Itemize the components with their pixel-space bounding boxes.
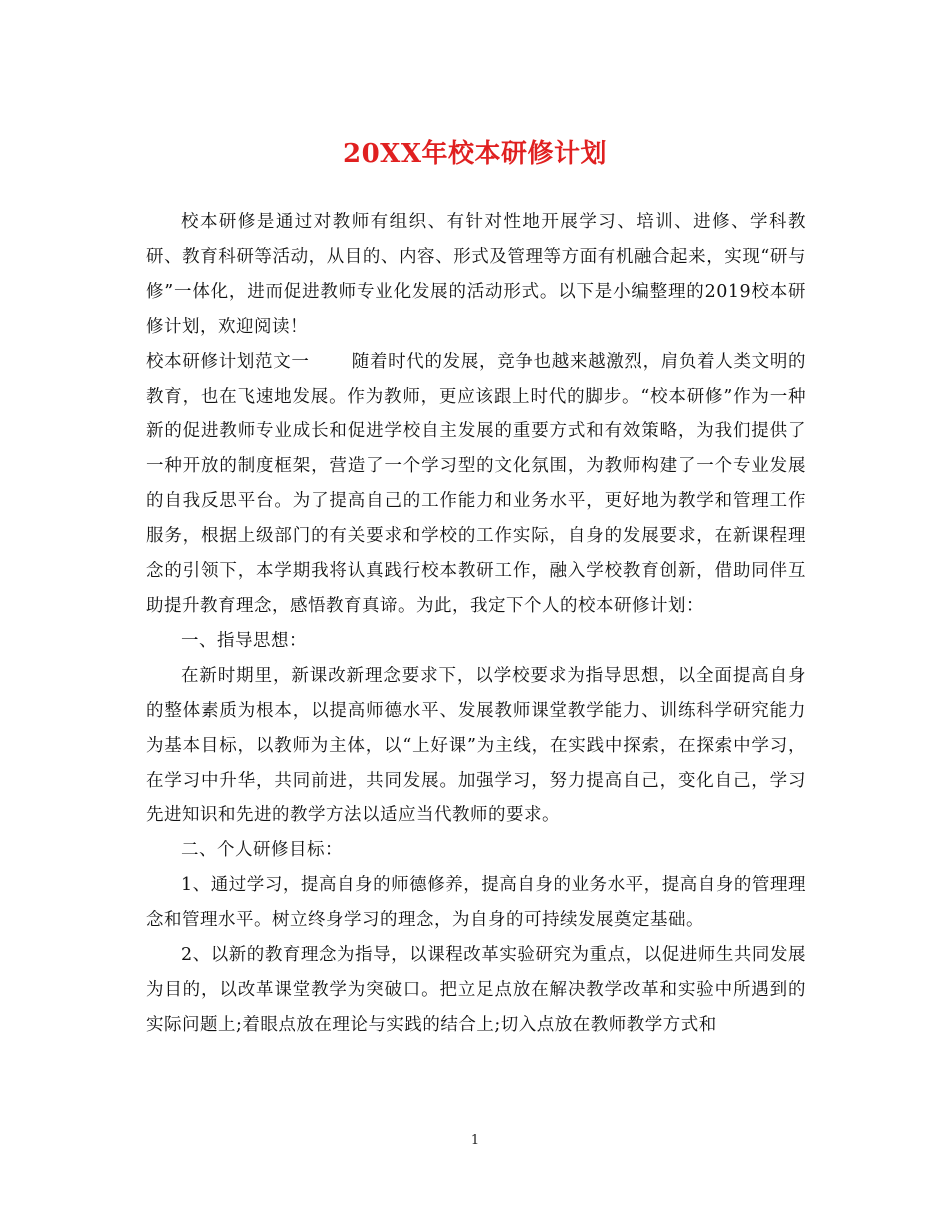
goal2-paragraph: 2、以新的教育理念为指导，以课程改革实验研究为重点，以促进师生共同发展为目的，以改革课堂教学为突破口。把立足点放在解决教学改革和实验中所遇到的实际问题上;着眼点放在理论与实践的结合上;切入点放在教师教学方式和 — [146, 945, 806, 1035]
document-title: 20XX年校本研修计划 — [342, 139, 608, 169]
intro-paragraph: 校本研修是通过对教师有组织、有针对性地开展学习、培训、进修、学科教研、教育科研等活动，从目的、内容、形式及管理等方面有机融合起来，实现“研与修”一体化，进而促进教师专业化发展的活动形式。以下是小编整理的2019校本研修计划，欢迎阅读！ — [146, 212, 806, 337]
goal1-paragraph: 1、通过学习，提高自身的师德修养，提高自身的业务水平，提高自身的管理理念和管理水平。树立终身学习的理念，为自身的可持续发展奠定基础。 — [146, 875, 806, 931]
document-body — [146, 205, 806, 1043]
sample-paragraph — [146, 345, 806, 624]
section2-heading: 二、个人研修目标： — [181, 840, 343, 861]
sample-heading: 校本研修计划范文一 — [146, 351, 310, 372]
section1-heading: 一、指导思想： — [181, 630, 307, 651]
section1-paragraph: 在新时期里，新课改新理念要求下，以学校要求为指导思想，以全面提高自身的整体素质为根本，以提高师德水平、发展教师课堂教学能力、训练科学研究能力为基本目标，以教师为主体，以“上好课”为主线，在实践中探索，在探索中学习，在学习中升华，共同前进，共同发展。加强学习，努力提高自己，变化自己，学习先进知识和先进的教学方法以适应当代教师的要求。 — [146, 665, 806, 826]
page-number: 1 — [470, 1133, 480, 1148]
sample-body: 随着时代的发展，竞争也越来越激烈，肩负着人类文明的教育，也在飞速地发展。作为教师，更应该跟上时代的脚步。“校本研修”作为一种新的促进教师专业成长和促进学校自主发展的重要方式和有效策略，为我们提供了一种开放的制度框架，营造了一个学习型的文化氛围，为教师构建了一个专业发展的自我反思平台。为了提高自己的工作能力和业务水平，更好地为教学和管理工作服务，根据上级部门的有关要求和学校的工作实际，自身的发展要求，在新课程理念的引领下，本学期我将认真践行校本教研工作，融入学校教育创新，借助同伴互助提升教育理念，感悟教育真谛。为此，我定下个人的校本研修计划： — [146, 351, 807, 616]
